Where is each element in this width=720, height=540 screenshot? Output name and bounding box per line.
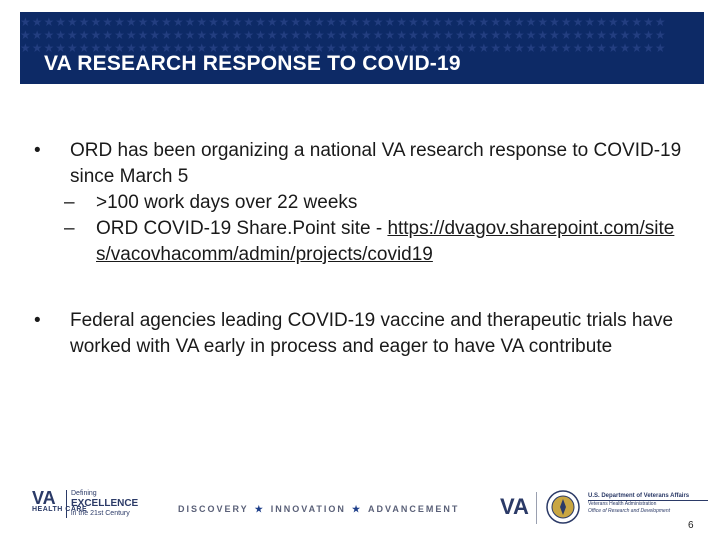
sub-bullet-item <box>64 216 684 268</box>
tagline-discovery: DISCOVERY <box>178 504 249 514</box>
bullet-text: Federal agencies leading COVID-19 vaccine and therapeutic trials have worked with VA early in process and eager to have VA contribute <box>70 310 674 357</box>
sub-bullet-text: ORD COVID-19 Share.Point site - <box>96 218 383 239</box>
sub-bullet-marker: – <box>64 218 75 239</box>
logo-divider <box>536 492 537 524</box>
va-logo-subtext: HEALTH CARE <box>32 506 88 513</box>
footer-tagline <box>178 504 459 515</box>
bullet-marker: • <box>34 140 41 161</box>
sub-bullet-marker: – <box>64 192 75 213</box>
star-icon: ★ <box>351 504 363 514</box>
defining-excellence-logo <box>66 490 145 518</box>
bullet-marker: • <box>34 310 41 331</box>
stars-pattern: ★★★★★★★★★★★★★★★★★★★★★★★★★★★★★★★★★★★★★★★★★★★★★★★★★★★★★★★ ★★★★★★★★★★★★★★★★★★★★★★★★★★★★★★★★★★★★★★★★★★★★★★★★★★★★★★★ ★★★★★★★★★★★★★★★★★★★★★★★★★★★★★★★★★★★★★★★★★★★★★★★★★★★★★★★ <box>20 16 667 55</box>
va-mark: VA <box>500 494 529 519</box>
va-department-logo <box>588 492 708 515</box>
ord-name: Office of Research and Development <box>588 508 670 514</box>
dept-name: U.S. Department of Veterans Affairs <box>588 493 690 499</box>
page-number: 6 <box>688 520 694 531</box>
bullet-text: ORD has been organizing a national VA research response to COVID-19 since March 5 <box>70 140 682 187</box>
tagline-innovation: INNOVATION <box>270 504 346 514</box>
va-logo-text: VA <box>32 488 56 508</box>
title-banner <box>20 12 704 84</box>
star-icon: ★ <box>254 504 265 514</box>
century-text: in the 21st Century <box>71 510 130 517</box>
slide-footer <box>0 484 720 540</box>
va-seal-icon <box>546 490 580 524</box>
excellence-text: EXCELLENCE <box>71 498 139 509</box>
vha-name: Veterans Health Administration <box>588 500 708 508</box>
sub-bullet-item <box>64 190 684 216</box>
slide-title: VA RESEARCH RESPONSE TO COVID-19 <box>44 52 461 75</box>
slide-body <box>34 138 684 360</box>
bullet-item <box>34 308 684 360</box>
tagline-advancement: ADVANCEMENT <box>368 504 460 514</box>
defining-text: Defining <box>71 490 97 497</box>
sub-bullet-text: >100 work days over 22 weeks <box>96 192 358 213</box>
bullet-item <box>34 138 684 190</box>
sharepoint-link[interactable]: https://dvagov.sharepoint.com/sites/vacovhacomm/admin/projects/covid19 <box>96 218 675 265</box>
